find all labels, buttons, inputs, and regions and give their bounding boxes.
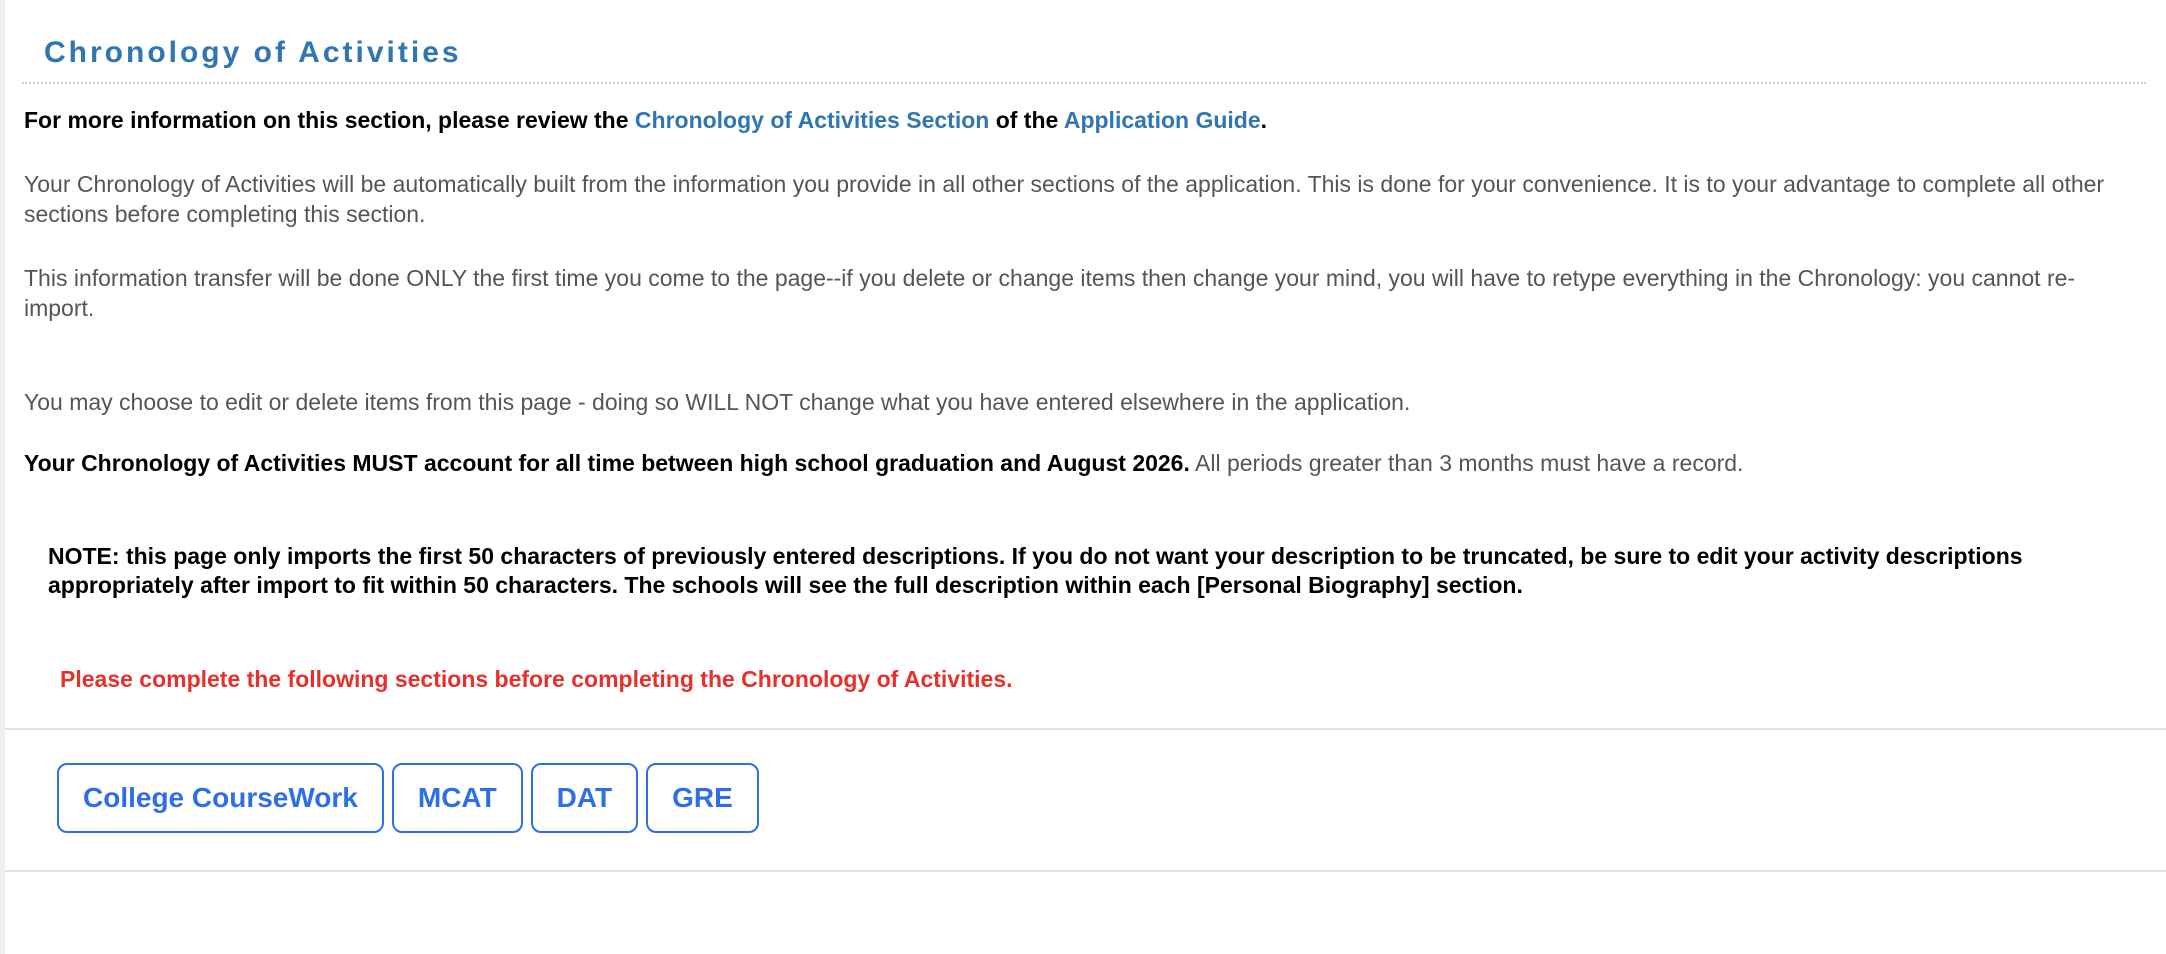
- truncation-note: NOTE: this page only imports the first 50 characters of previously entered descriptions. If you do not want your description to be truncated, be sure to edit your activity descriptions appropriately after import to fit within 50 characters. The schools will see the full description within each [Personal Biography] section.: [48, 543, 2023, 598]
- intro-middle: of the: [989, 107, 1064, 133]
- paragraph-edit-delete: You may choose to edit or delete items from this page - doing so WILL NOT change what you have entered elsewhere in the application.: [24, 389, 1411, 415]
- intro-text: [24, 105, 2142, 135]
- section-title: Chronology of Activities: [44, 36, 462, 69]
- gre-button[interactable]: GRE: [646, 763, 759, 833]
- chronology-section-link[interactable]: Chronology of Activities Section: [634, 107, 990, 133]
- dat-button[interactable]: DAT: [531, 763, 638, 833]
- intro-suffix: .: [1260, 107, 1268, 133]
- mcat-button[interactable]: MCAT: [392, 763, 523, 833]
- title-divider: [22, 82, 2146, 84]
- paragraph-account-time: [24, 448, 2142, 478]
- prerequisite-buttons: [57, 763, 759, 833]
- application-guide-link[interactable]: Application Guide: [1063, 107, 1261, 133]
- divider: [5, 728, 2166, 730]
- account-time-rest: All periods greater than 3 months must have a record.: [1189, 450, 1744, 476]
- paragraph-transfer-once: This information transfer will be done ONLY the first time you come to the page--if you delete or change items then change your mind, you will have to retype everything in the Chronology: you cannot re-import.: [24, 265, 2076, 321]
- divider: [5, 870, 2166, 872]
- intro-prefix: For more information on this section, please review the: [24, 107, 635, 133]
- college-coursework-button[interactable]: College CourseWork: [57, 763, 384, 833]
- left-gutter: [0, 0, 5, 954]
- account-time-bold: Your Chronology of Activities MUST account for all time between high school graduation and August 2026.: [24, 450, 1190, 476]
- paragraph-auto-built: Your Chronology of Activities will be automatically built from the information you provide in all other sections of the application. This is done for your convenience. It is to your advantage to complete all other sections before completing this section.: [24, 171, 2105, 227]
- prerequisite-warning: Please complete the following sections before completing the Chronology of Activities.: [60, 666, 1013, 692]
